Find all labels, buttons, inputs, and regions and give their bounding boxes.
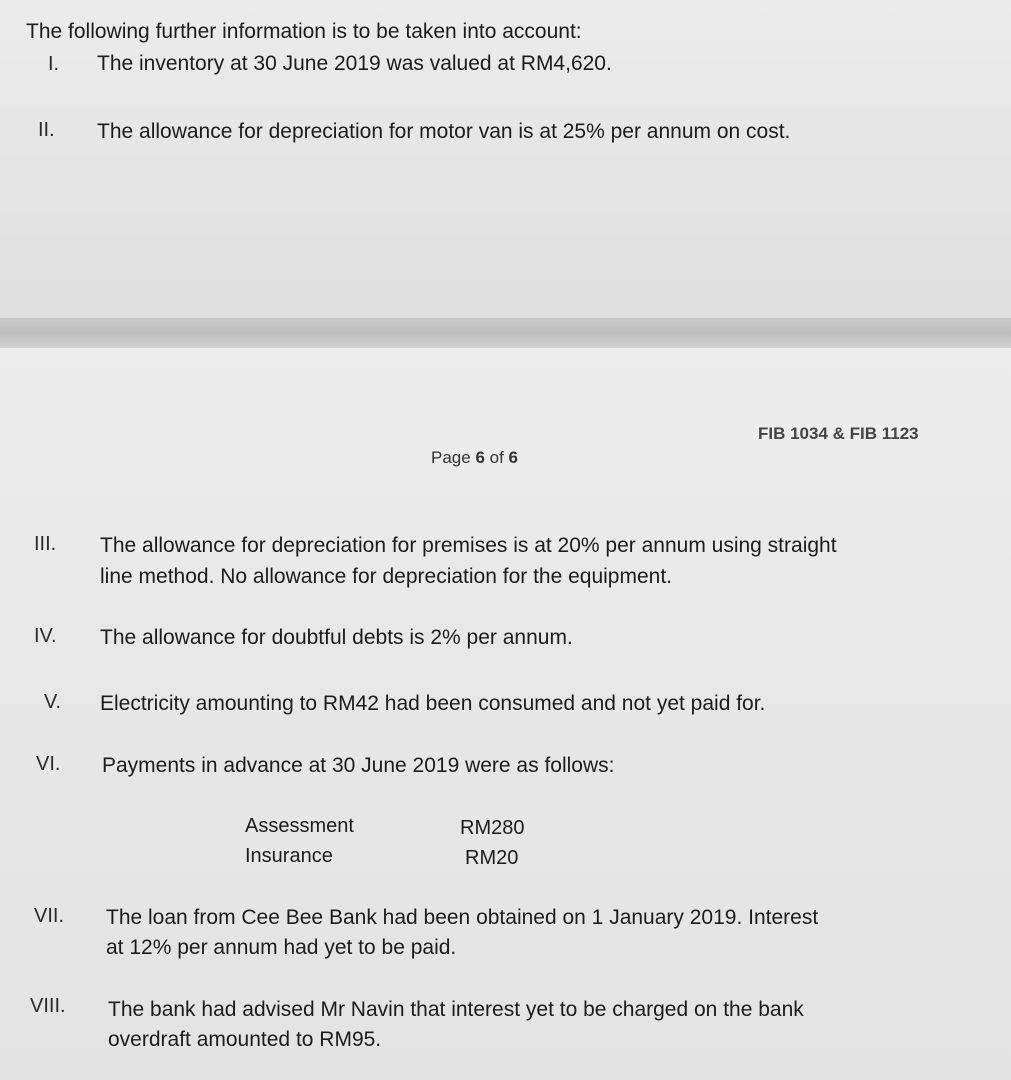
item-text-vi: Payments in advance at 30 June 2019 were as follows: [102, 754, 615, 777]
course-code-header: FIB 1034 & FIB 1123 [758, 424, 919, 443]
item-text-iv: The allowance for doubtful debts is 2% per annum. [100, 626, 573, 649]
item-text-viii-line2: overdraft amounted to RM95. [108, 1028, 382, 1051]
page-6-section [0, 348, 1011, 1080]
item-numeral-i: I. [48, 53, 60, 75]
item-numeral-ii: II. [38, 119, 55, 141]
item-text-i: The inventory at 30 June 2019 was valued at RM4,620. [97, 52, 612, 75]
page-break-divider [0, 318, 1011, 348]
item-text-vii-line2: at 12% per annum had yet to be paid. [106, 936, 457, 959]
item-text-v: Electricity amounting to RM42 had been consumed and not yet paid for. [100, 692, 766, 715]
item-text-viii-line1: The bank had advised Mr Navin that interest yet to be charged on the bank [108, 998, 804, 1021]
item-numeral-vi: VI. [36, 753, 61, 775]
item-numeral-v: V. [44, 691, 62, 713]
item-text-vii-line1: The loan from Cee Bee Bank had been obtained on 1 January 2019. Interest [106, 906, 819, 929]
page-5-bottom-section [0, 0, 1011, 318]
intro-text: The following further information is to be taken into account: [26, 20, 582, 43]
item-numeral-iv: IV. [34, 625, 57, 647]
item-text-iii-line1: The allowance for depreciation for premises is at 20% per annum using straight [100, 534, 837, 557]
page-number: Page 6 of 6 [431, 448, 518, 467]
item-text-iii-line2: line method. No allowance for depreciation for the equipment. [100, 565, 673, 588]
prepayment-amount-insurance: RM20 [465, 847, 519, 869]
prepayment-item-insurance: Insurance [245, 845, 333, 867]
prepayment-item-assessment: Assessment [245, 815, 354, 837]
prepayment-amount-assessment: RM280 [460, 817, 525, 839]
item-numeral-vii: VII. [34, 905, 65, 927]
item-numeral-iii: III. [34, 533, 57, 555]
item-numeral-viii: VIII. [30, 995, 66, 1017]
item-text-ii: The allowance for depreciation for motor van is at 25% per annum on cost. [97, 120, 791, 143]
